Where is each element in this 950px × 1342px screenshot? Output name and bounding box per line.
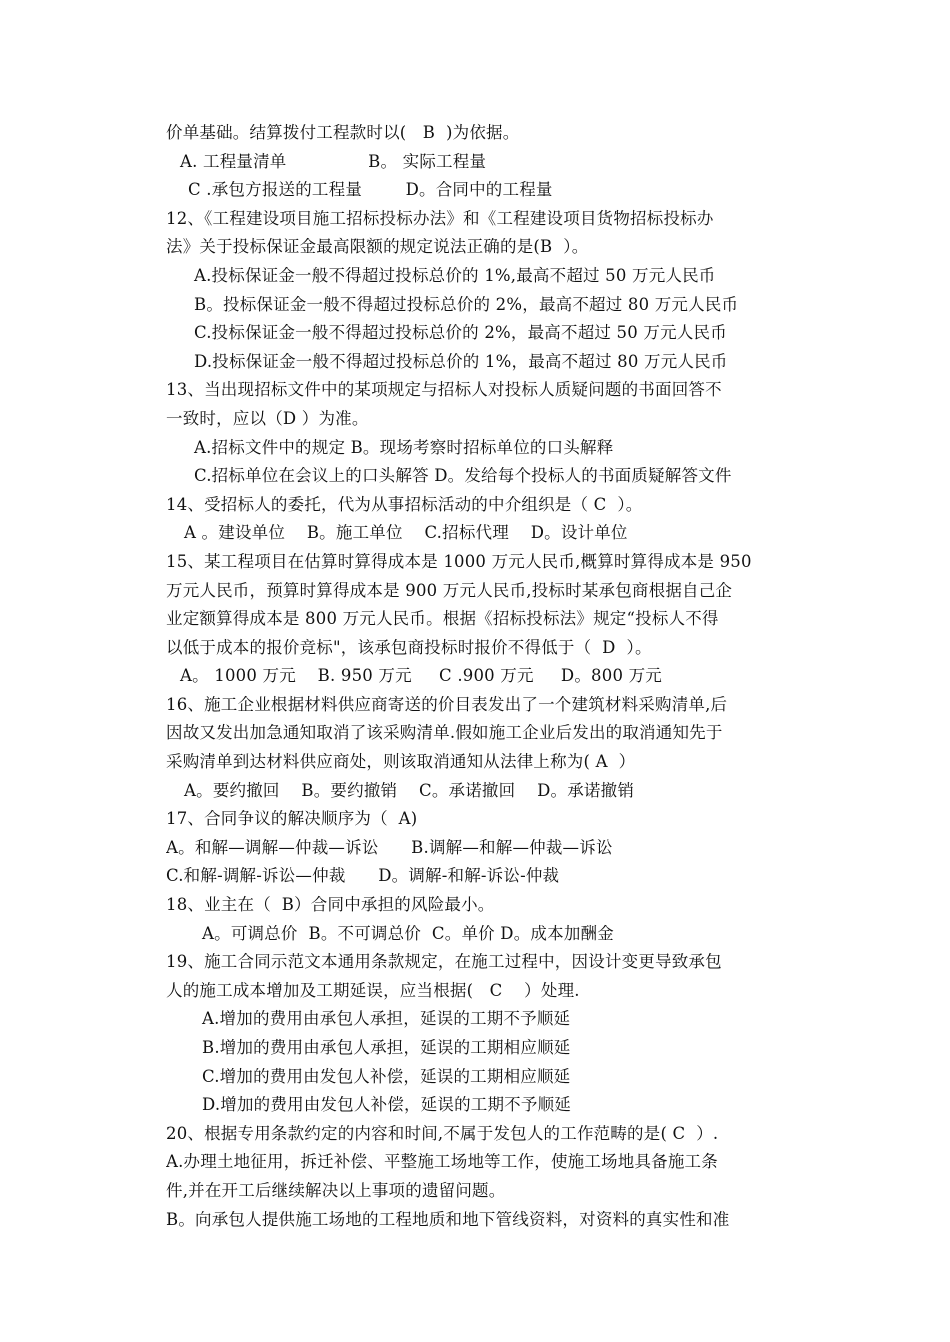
text-line: A.招标文件中的规定 B。现场考察时招标单位的口头解释 <box>194 437 614 457</box>
text-line: 16、施工企业根据材料供应商寄送的价目表发出了一个建筑材料采购清单,后 <box>166 694 728 714</box>
text-line: 采购清单到达材料供应商处，则该取消通知从法律上称为( A ） <box>166 752 636 772</box>
text-line: A.投标保证金一般不得超过投标总价的 1%,最高不超过 50 万元人民币 <box>194 265 716 285</box>
text-line: 以低于成本的报价竞标"，该承包商投标时报价不得低于（ D ）。 <box>166 637 652 657</box>
text-line: 14、受招标人的委托，代为从事招标活动的中介组织是（ C ）。 <box>166 494 643 514</box>
text-line: 人的施工成本增加及工期延误，应当根据( C ）处理. <box>166 980 580 1000</box>
text-line: A。和解—调解—仲裁—诉讼 B.调解—和解—仲裁—诉讼 <box>166 837 613 857</box>
text-line: 19、施工合同示范文本通用条款规定，在施工过程中，因设计变更导致承包 <box>166 952 722 972</box>
text-line: C.投标保证金一般不得超过投标总价的 2%，最高不超过 50 万元人民币 <box>194 323 727 343</box>
text-line: 18、业主在（ B）合同中承担的风险最小。 <box>166 895 495 915</box>
text-line: A。要约撤回 B。要约撤销 C。承诺撤回 D。承诺撤销 <box>184 780 635 800</box>
text-line: 15、某工程项目在估算时算得成本是 1000 万元人民币,概算时算得成本是 950 <box>166 551 752 571</box>
text-line: B。向承包人提供施工场地的工程地质和地下管线资料，对资料的真实性和准 <box>166 1209 730 1229</box>
text-line: B.增加的费用由承包人承担，延误的工期相应顺延 <box>202 1038 571 1057</box>
text-line: 业定额算得成本是 800 万元人民币。根据《招标投标法》规定“投标人不得 <box>166 609 719 629</box>
text-line: D.增加的费用由发包人补偿，延误的工期不予顺延 <box>202 1095 571 1115</box>
document-body <box>166 119 816 1234</box>
text-line: 件,并在开工后继续解决以上事项的遗留问题。 <box>166 1180 506 1200</box>
text-line: 13、当出现招标文件中的某项规定与招标人对投标人质疑问题的书面回答不 <box>166 380 722 400</box>
text-line: A.办理土地征用，拆迁补偿、平整施工场地等工作，使施工场地具备施工条 <box>166 1152 718 1172</box>
text-line: 12、《工程建设项目施工招标投标办法》和《工程建设项目货物招标投标办 <box>166 208 714 228</box>
text-line: A。 1000 万元 B. 950 万元 C .900 万元 D。800 万元 <box>180 666 662 686</box>
text-line: 17、合同争议的解决顺序为（ A) <box>166 809 418 829</box>
text-line: 一致时，应以（D ）为准。 <box>166 408 369 428</box>
text-line: 因故又发出加急通知取消了该采购清单.假如施工企业后发出的取消通知先于 <box>166 723 723 743</box>
text-line: A。可调总价 B。不可调总价 C。单价 D。成本加酬金 <box>202 923 614 943</box>
text-line: C .承包方报送的工程量 D。合同中的工程量 <box>188 180 553 200</box>
text-line: 20、根据专用条款约定的内容和时间,不属于发包人的工作范畴的是( C ）. <box>166 1123 719 1143</box>
text-line: C.招标单位在会议上的口头解答 D。发给每个投标人的书面质疑解答文件 <box>194 466 732 486</box>
text-line: 法》关于投标保证金最高限额的规定说法正确的是(B ）。 <box>166 237 589 257</box>
text-line: B。投标保证金一般不得超过投标总价的 2%，最高不超过 80 万元人民币 <box>194 294 739 314</box>
text-line: C.增加的费用由发包人补偿，延误的工期相应顺延 <box>202 1066 571 1086</box>
text-line: 价单基础。结算拨付工程款时以( B )为依据。 <box>166 123 520 142</box>
text-line: C.和解-调解-诉讼—仲裁 D。调解-和解-诉讼-仲裁 <box>166 866 560 886</box>
text-line: A.增加的费用由承包人承担，延误的工期不予顺延 <box>202 1009 571 1029</box>
text-line: A. 工程量清单 B。 实际工程量 <box>180 151 487 171</box>
text-line: D.投标保证金一般不得超过投标总价的 1%，最高不超过 80 万元人民币 <box>194 351 728 371</box>
text-line: 万元人民币，预算时算得成本是 900 万元人民币,投标时某承包商根据自己企 <box>166 580 733 600</box>
text-line: A 。建设单位 B。施工单位 C.招标代理 D。设计单位 <box>184 523 628 543</box>
